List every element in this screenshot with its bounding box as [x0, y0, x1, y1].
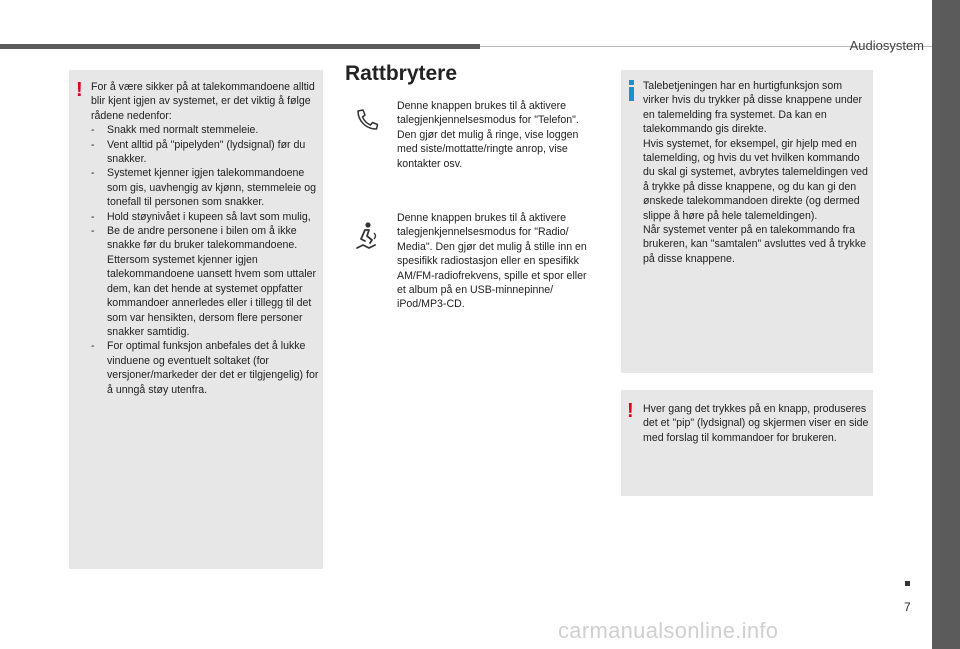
watermark: carmanualsonline.info [558, 618, 779, 643]
info-paragraph: Når systemet venter på en talekommando fra brukeren, kan "samtalen" avsluttes ved å trykke på disse knappene. [643, 224, 867, 265]
advice-item: - Systemet kjenner igjen talekommandoene som gis, uavhengig av kjønn, stemmeleie og tonefall til personen som snakker. [91, 166, 319, 209]
phone-icon [355, 108, 381, 130]
phone-button-description: Denne knappen brukes til å aktivere talegjenkjennelsesmodus for "Telefon". Den gjør det mulig å ringe, vise loggen med siste/mottatte/ringte anrop, vise kontakter osv. [397, 100, 579, 170]
advice-item: - Hold støynivået i kupeen så lavt som mulig, [91, 210, 319, 224]
shortcut-info-text [643, 79, 869, 266]
info-paragraph: Talebetjeningen har en hurtigfunksjon som virker hvis du trykker på disse knappene under en talemelding fra systemet. Da kan en talekommando gis direkte. [643, 80, 863, 136]
info-paragraph: Hvis systemet, for eksempel, gir hjelp med en talemelding, og hvis du vet hvilken kommando du skal gi systemet, avbrytes talemeldingen ved å trykke på disse knappene, og du kan gi den ønskede talekommandoen direkte (og dermed slippe å høre på hele talemeldingen). [643, 137, 868, 222]
page-number: 7 [904, 600, 911, 614]
advice-intro: For å være sikker på at talekommandoene alltid blir kjent igjen av systemet, er det viktig å følge rådene nedenfor: [91, 81, 315, 122]
voice-button-description: Denne knappen brukes til å aktivere talegjenkjennelsesmodus for "Radio/ Media". Den gjør det mulig å stille inn en spesifikk radiostasjon eller en spesifikk AM/FM-radiofrekvens, spille et spor eller et album på en USB-minnepinne/ iPod/MP3-CD. [397, 212, 587, 311]
advice-text [91, 80, 319, 397]
side-strip [932, 0, 960, 649]
voice-command-icon [354, 221, 380, 251]
advice-item: - Snakk med normalt stemmeleie. [91, 123, 319, 137]
warning-icon: ! [627, 400, 634, 422]
advice-item: - For optimal funksjon anbefales det å lukke vinduene og eventuelt soltaket (for versjoner/markeder der det er tilgjengelig) for å unngå støy utenfra. [91, 339, 319, 397]
advice-item: - Be de andre personene i bilen om å ikke snakke før du bruker talekommandoene. Ettersom systemet kjenner igjen talekommandoene uansett hvem som uttaler dem, kan det hende at systemet oppfatter kommandoer annerledes eller i tillegg til det som var hensikten, dersom flere personer snakker samtidig. [91, 224, 319, 339]
warning-icon: ! [76, 79, 83, 101]
section-label: Audiosystem [849, 38, 924, 53]
page-marker [905, 581, 910, 586]
header-bar [0, 44, 480, 49]
info-icon [629, 80, 635, 101]
advice-item: - Vent alltid på "pipelyden" (lydsignal) før du snakker. [91, 138, 319, 167]
beep-warning-text: Hver gang det trykkes på en knapp, produseres det et "pip" (lydsignal) og skjermen viser en side med forslag til kommandoer for brukeren. [643, 403, 869, 444]
section-title: Rattbrytere [345, 62, 458, 85]
